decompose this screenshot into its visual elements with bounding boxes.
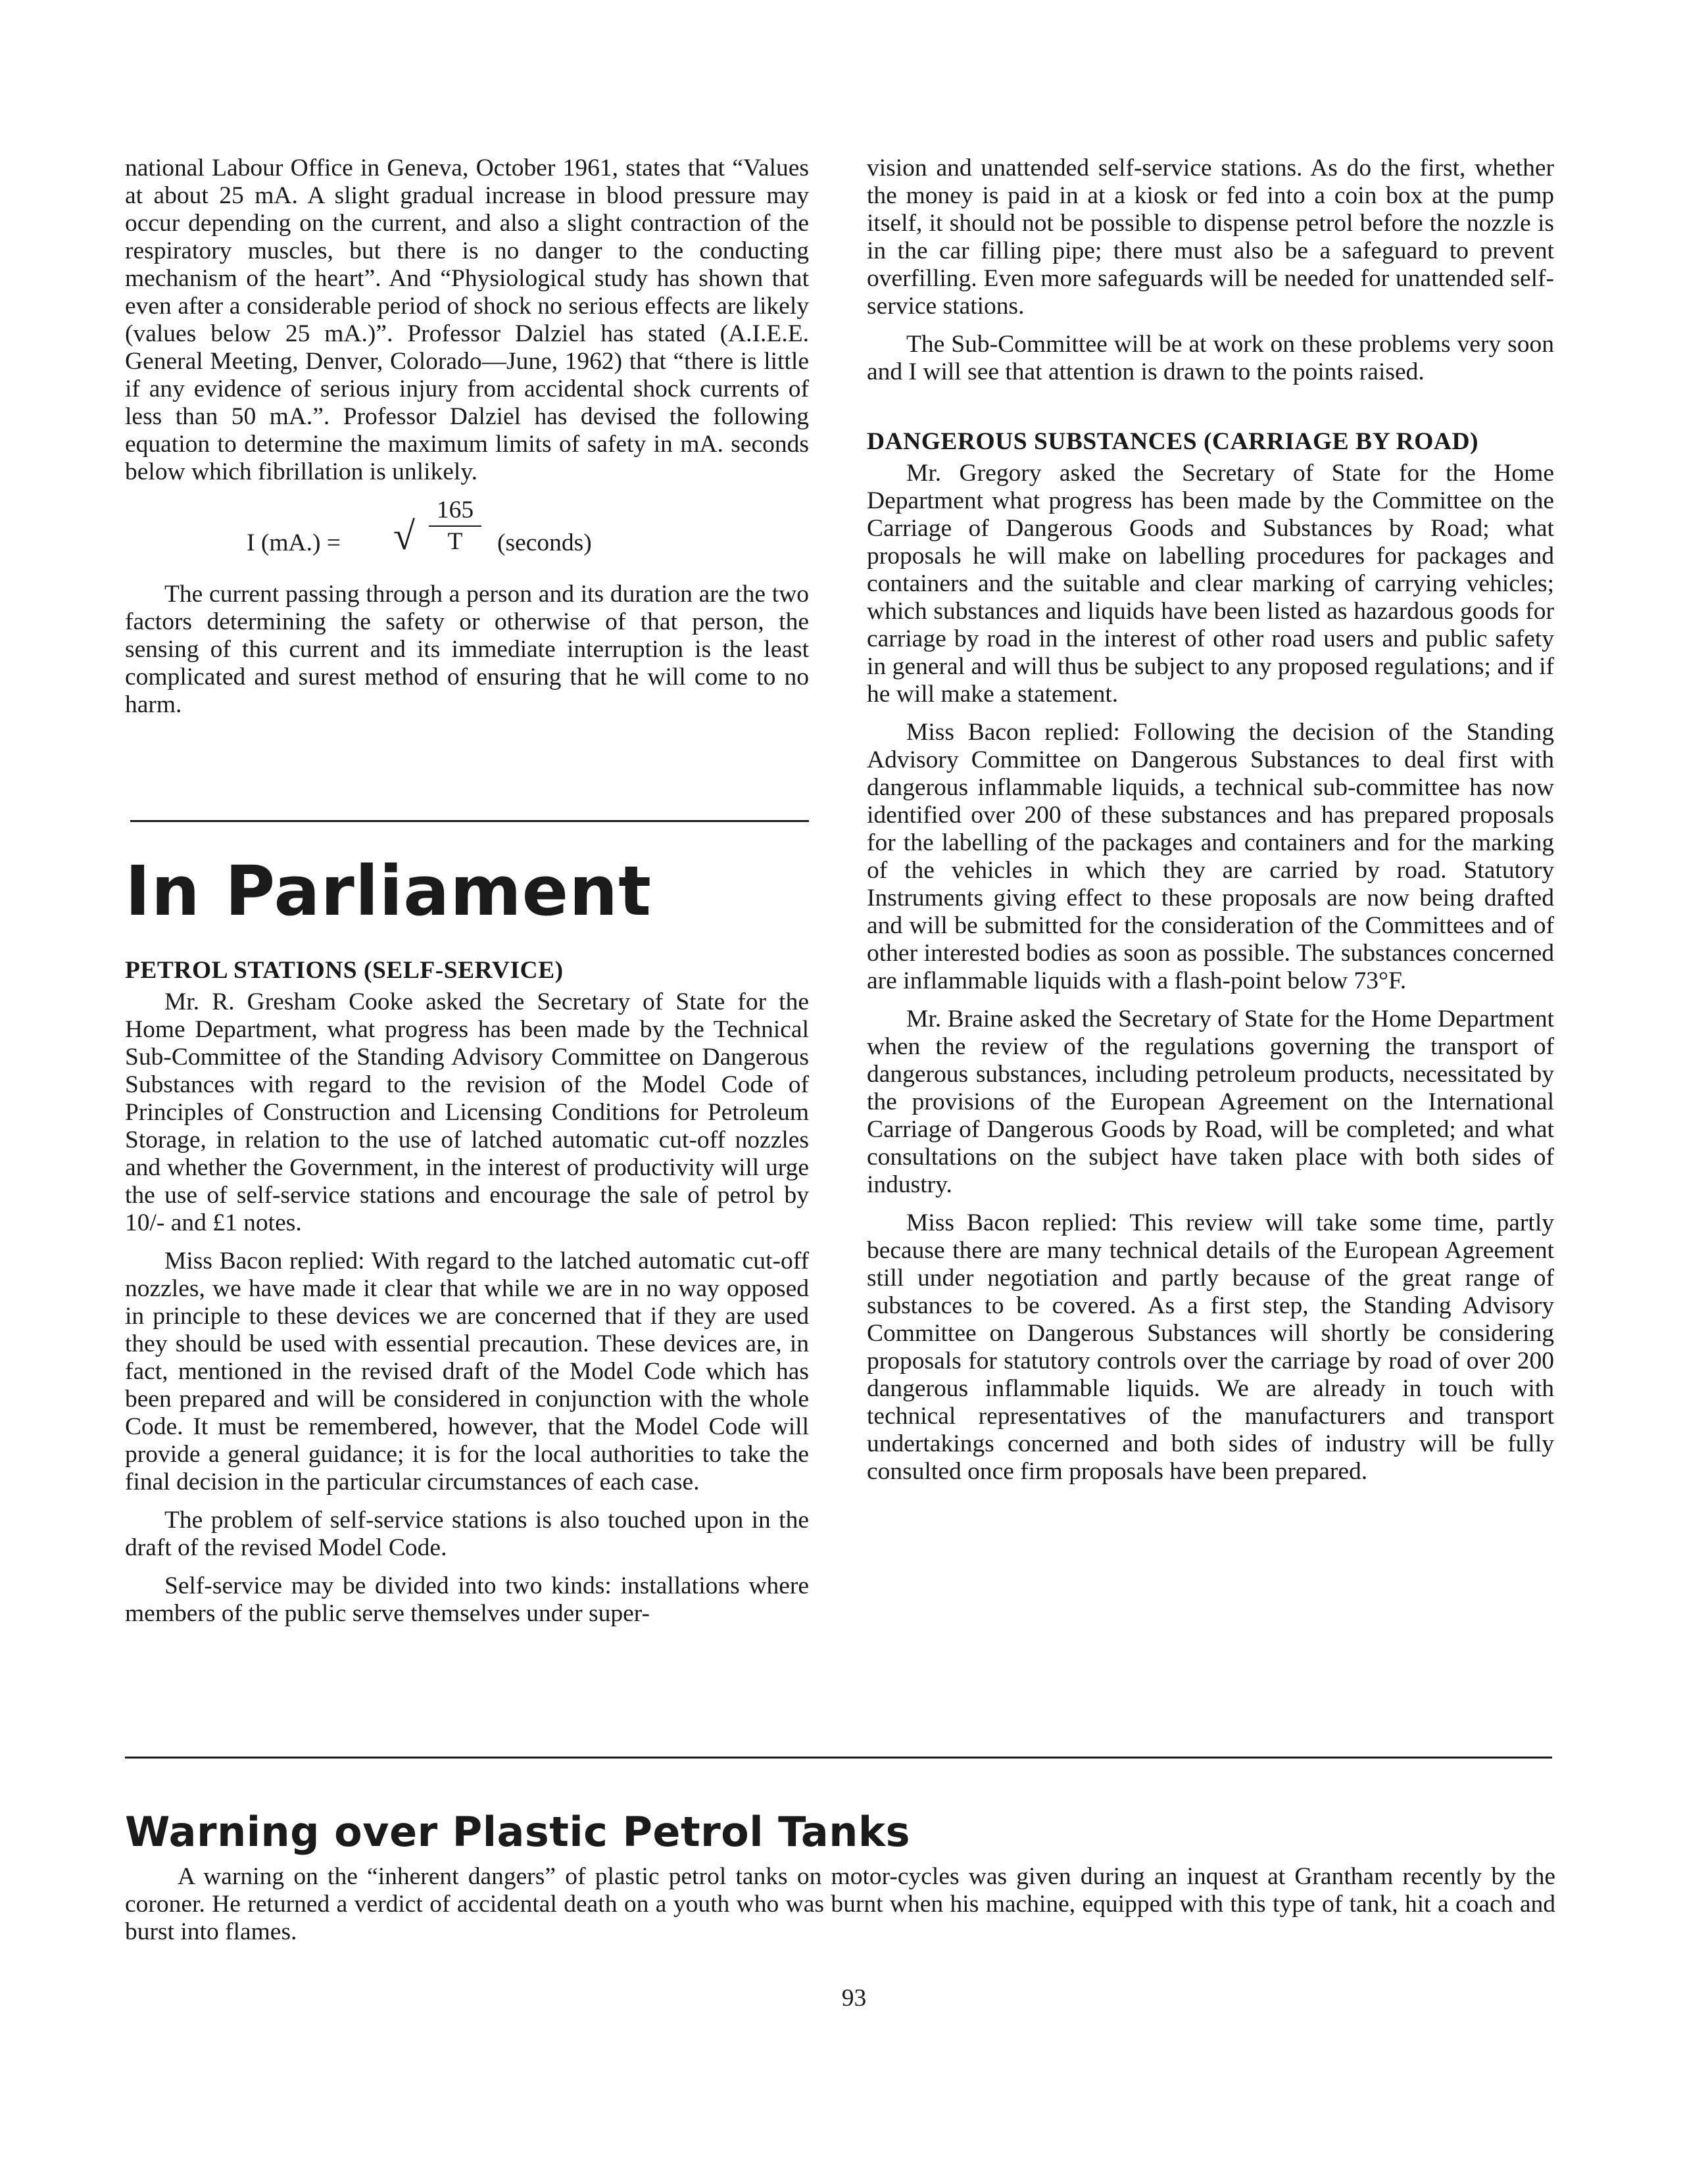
paragraph: Self-service may be divided into two kinds: installations where members of the public serve themselves under super- bbox=[125, 1572, 809, 1627]
equation-rhs: (seconds) bbox=[497, 529, 592, 556]
paragraph: Miss Bacon replied: With regard to the latched automatic cut-off nozzles, we have made it clear that while we are in no way opposed in principle to these devices we are concerned that if they are used they should be used with essential precaution. These devices are, in fact, mentioned in the revised draft of the Model Code which has been prepared and will be considered in conjunction with the whole Code. It must be remembered, however, that the Model Code will provide a general guidance; it is for the local authorities to take the final decision in the particular circumstances of each case. bbox=[125, 1248, 809, 1495]
dangerous-substances-heading: DANGEROUS SUBSTANCES (CARRIAGE BY ROAD) bbox=[867, 428, 1479, 455]
equation-fraction bbox=[429, 497, 481, 556]
paragraph: vision and unattended self-service stations. As do the first, whether the money is paid in at a kiosk or fed into a coin box at the pump itself, it should not be possible to dispense petrol before the nozzle is in the car filling pipe; there must also be a safeguard to prevent overfilling. Even more safeguards will be needed for unattended self-service stations. bbox=[867, 155, 1554, 320]
divider bbox=[130, 820, 809, 822]
square-root-symbol: √ bbox=[393, 514, 415, 558]
petrol-stations-section bbox=[125, 957, 809, 1638]
warning-heading: Warning over Plastic Petrol Tanks bbox=[125, 1808, 911, 1856]
section-heading: In Parliament bbox=[125, 851, 652, 931]
paragraph: The Sub-Committee will be at work on these problems very soon and I will see that attention is drawn to the points raised. bbox=[867, 331, 1554, 385]
left-column bbox=[125, 155, 809, 729]
equation-lhs: I (mA.) = bbox=[247, 529, 341, 556]
paragraph: The problem of self-service stations is also touched upon in the draft of the revised Model Code. bbox=[125, 1507, 809, 1561]
paragraph: Mr. Braine asked the Secretary of State for the Home Department when the review of the regulations governing the transport of dangerous substances, including petroleum products, necessitated by the provisions of the European Agreement on the International Carriage of Dangerous Goods by Road, will be completed; and what consultations on the subject have taken place with both sides of industry. bbox=[867, 1006, 1554, 1198]
equation-denominator: T bbox=[447, 528, 463, 555]
page-number: 93 bbox=[841, 1985, 867, 2012]
safety-equation bbox=[125, 497, 809, 569]
divider bbox=[125, 1757, 1552, 1759]
spacer bbox=[867, 397, 1554, 428]
equation-numerator: 165 bbox=[429, 497, 481, 527]
paragraph: Miss Bacon replied: This review will take some time, partly because there are many technical details of the European Agreement still under negotiation and partly because of the great range of substances to be covered. As a first step, the Standing Advisory Committee on Dangerous Substances will shortly be considering proposals for statutory controls over the carriage by road of over 200 dangerous inflammable liquids. We are already in touch with technical representatives of the manufacturers and transport undertakings concerned and both sides of industry will be fully consulted once firm proposals have been prepared. bbox=[867, 1209, 1554, 1485]
paragraph: Mr. Gregory asked the Secretary of State for the Home Department what progress has been made by the Committee on the Carriage of Dangerous Goods and Substances by Road; what proposals he will make on labelling procedures for packages and containers and the suitable and clear marking of carrying vehicles; which substances and liquids have been listed as hazardous goods for carriage by road in the interest of other road users and public safety in general and will thus be subject to any proposed regulations; and if he will make a statement. bbox=[867, 460, 1554, 708]
paragraph: The current passing through a person and its duration are the two factors determining the safety or otherwise of that person, the sensing of this current and its immediate interruption is the least complicated and surest method of ensuring that he will come to no harm. bbox=[125, 581, 809, 718]
petrol-stations-heading: PETROL STATIONS (SELF-SERVICE) bbox=[125, 957, 564, 984]
warning-body: A warning on the “inherent dangers” of plastic petrol tanks on motor-cycles was given during an inquest at Grantham recently by the coroner. He returned a verdict of accidental death on a youth who was burnt when his machine, equipped with this type of tank, hit a coach and burst into flames. bbox=[125, 1863, 1555, 1945]
paragraph: national Labour Office in Geneva, October 1961, states that “Values at about 25 mA. A slight gradual increase in blood pressure may occur depending on the current, and also a slight contraction of the respiratory muscles, but there is no danger to the conducting mechanism of the heart”. And “Physiological study has shown that even after a considerable period of shock no serious effects are likely (values below 25 mA.)”. Professor Dalziel has stated (A.I.E.E. General Meeting, Denver, Colorado—June, 1962) that “there is little if any evidence of serious injury from accidental shock currents of less than 50 mA.”. Professor Dalziel has devised the following equation to determine the maximum limits of safety in mA. seconds below which fibrillation is unlikely. bbox=[125, 155, 809, 485]
paragraph: Mr. R. Gresham Cooke asked the Secretary of State for the Home Department, what progress has been made by the Technical Sub-Committee of the Standing Advisory Committee on Dangerous Substances with regard to the revision of the Model Code of Principles of Construction and Licensing Conditions for Petroleum Storage, in relation to the use of latched automatic cut-off nozzles and whether the Government, in the interest of productivity will urge the use of self-service stations and encourage the sale of petrol by 10/- and £1 notes. bbox=[125, 988, 809, 1236]
paragraph: Miss Bacon replied: Following the decision of the Standing Advisory Committee on Dangerous Substances to deal first with dangerous inflammable liquids, a technical sub-committee has now identified over 200 of these substances and has prepared proposals for the labelling of the packages and containers and for the marking of the vehicles in which they are carried by road. Statutory Instruments giving effect to these proposals are now being drafted and will be submitted for the consideration of the Committees and of other interested bodies as soon as possible. The substances concerned are inflammable liquids with a flash-point below 73°F. bbox=[867, 719, 1554, 994]
right-column bbox=[867, 155, 1554, 1496]
